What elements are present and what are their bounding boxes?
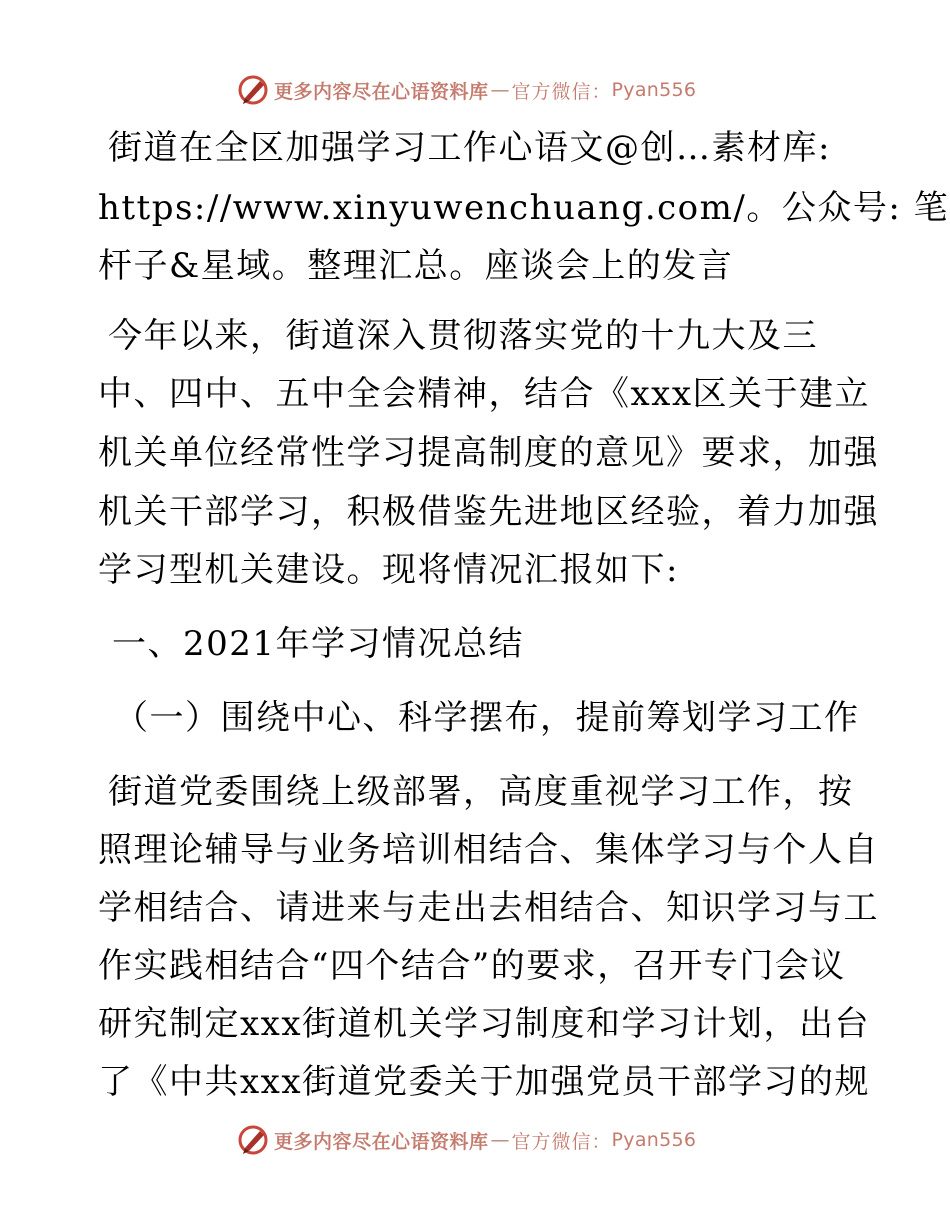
text-line: 研究制定xxx街道机关学习制度和学习计划，出台: [98, 1004, 871, 1044]
text-line: 杆子&星域。整理汇总。座谈会上的发言: [98, 246, 734, 286]
text-line: 学习型机关建设。现将情况汇报如下:: [98, 550, 679, 590]
text-line: 照理论辅导与业务培训相结合、集体学习与个人自: [98, 830, 879, 870]
text-line: 机关干部学习，积极借鉴先进地区经验，着力加强: [98, 492, 879, 532]
banner-wechat-label: 官方微信：: [511, 80, 612, 103]
text-line: 机关单位经常性学习提高制度的意见》要求，加强: [98, 433, 879, 473]
banner-wechat-id: Pyan556: [611, 79, 697, 101]
text-line: 作实践相结合“四个结合”的要求，召开专门会议: [98, 946, 846, 986]
text-line: 街道党委围绕上级部署，高度重视学习工作，按: [108, 772, 854, 812]
text-line: 了《中共xxx街道党委关于加强党员干部学习的规: [98, 1062, 871, 1102]
heading-text: 一、2021年学习情况总结: [112, 624, 525, 664]
text-line: https://www.xinyuwenchuang.com/。公众号: 笔: [98, 188, 950, 228]
header-watermark: [236, 72, 696, 108]
text-line: 中、四中、五中全会精神，结合《xxx区关于建立: [98, 374, 871, 414]
pen-logo-icon: [236, 1123, 270, 1157]
banner-main-text: 更多内容尽在心语资料库: [274, 1130, 489, 1153]
banner-dash: —: [490, 1129, 510, 1151]
banner-wechat-label: 官方微信：: [511, 1130, 612, 1153]
pen-logo-icon: [236, 73, 270, 107]
banner-main-text: 更多内容尽在心语资料库: [274, 80, 489, 103]
banner-wechat-id: Pyan556: [611, 1129, 697, 1151]
footer-watermark: [236, 1122, 696, 1158]
subheading-text: （一）围绕中心、科学摆布，提前筹划学习工作: [114, 698, 860, 738]
banner-dash: —: [490, 79, 510, 101]
text-line: 街道在全区加强学习工作心语文@创…素材库:: [108, 128, 831, 168]
text-line: 学相结合、请进来与走出去相结合、知识学习与工: [98, 888, 879, 928]
text-line: 今年以来，街道深入贯彻落实党的十九大及三: [108, 316, 818, 356]
